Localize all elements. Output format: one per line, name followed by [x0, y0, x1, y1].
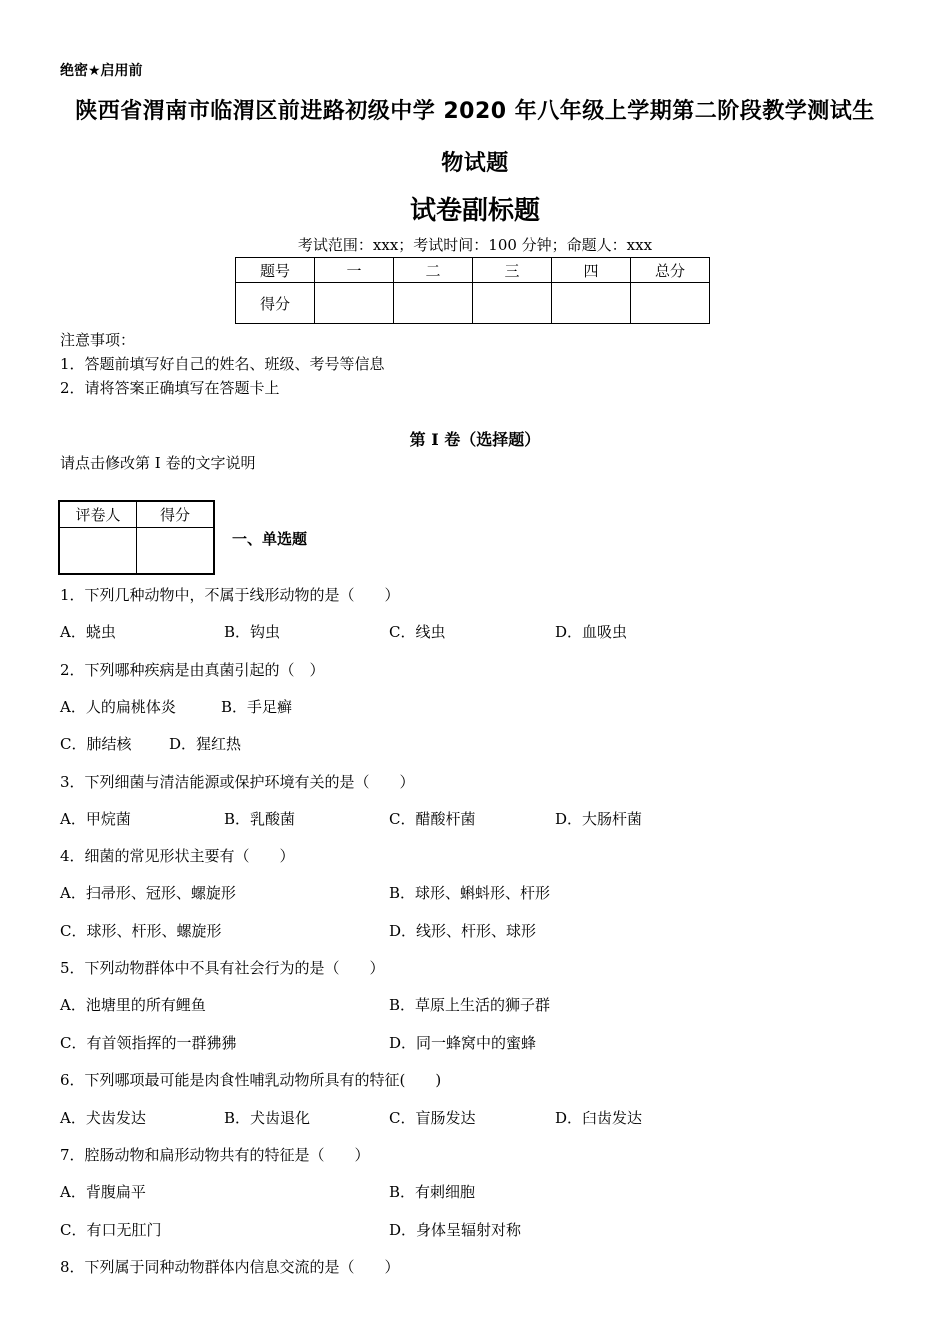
question-stem: 6．下列哪项最可能是肉食性哺乳动物所具有的特征( ) [60, 1071, 442, 1089]
score-table-header: 题号 [236, 258, 315, 283]
part-title: 一、单选题 [232, 530, 308, 548]
grader-cell [137, 528, 215, 575]
score-table-header: 二 [394, 258, 473, 283]
score-table [235, 257, 710, 324]
section-description: 请点击修改第 I 卷的文字说明 [60, 454, 256, 472]
exam-title-line2: 物试题 [441, 151, 509, 176]
option: B．钩虫 [224, 623, 281, 641]
option: D．身体呈辐射对称 [389, 1221, 522, 1239]
score-cell [473, 283, 552, 324]
option: C．球形、杆形、螺旋形 [60, 922, 222, 940]
option: B．手足癣 [221, 698, 293, 716]
option: D．血吸虫 [555, 623, 628, 641]
question-stem: 1．下列几种动物中，不属于线形动物的是（ ） [60, 586, 400, 604]
option: C．醋酸杆菌 [389, 810, 476, 828]
exam-subtitle: 试卷副标题 [409, 196, 540, 226]
score-cell [552, 283, 631, 324]
option: A．扫帚形、冠形、螺旋形 [60, 884, 236, 902]
option: A．犬齿发达 [60, 1109, 146, 1127]
grader-cell [59, 528, 137, 575]
exam-info: 考试范围：xxx；考试时间：100 分钟；命题人：xxx [297, 236, 653, 254]
grader-table [58, 500, 215, 575]
exam-title-line1: 陕西省渭南市临渭区前进路初级中学 2020 年八年级上学期第二阶段教学测试生 [75, 99, 875, 124]
option: B．有刺细胞 [389, 1183, 476, 1201]
option: C．有口无肛门 [60, 1221, 162, 1239]
score-cell [315, 283, 394, 324]
grader-header: 得分 [137, 501, 215, 528]
question-stem: 7．腔肠动物和扁形动物共有的特征是（ ） [60, 1146, 370, 1164]
option: D．线形、杆形、球形 [389, 922, 537, 940]
score-table-header: 总分 [631, 258, 710, 283]
option: C．线虫 [389, 623, 446, 641]
question-stem: 8．下列属于同种动物群体内信息交流的是（ ） [60, 1258, 400, 1276]
section-heading: 第 I 卷（选择题） [409, 430, 541, 449]
score-table-header: 一 [315, 258, 394, 283]
option: D．猩红热 [169, 735, 242, 753]
option: B．球形、蝌蚪形、杆形 [389, 884, 551, 902]
option: A．背腹扁平 [60, 1183, 146, 1201]
option: A．人的扁桃体炎 [60, 698, 176, 716]
score-table-header: 三 [473, 258, 552, 283]
option: A．蛲虫 [60, 623, 116, 641]
option: C．盲肠发达 [389, 1109, 476, 1127]
question-stem: 5．下列动物群体中不具有社会行为的是（ ） [60, 959, 385, 977]
option: A．甲烷菌 [60, 810, 131, 828]
grader-header: 评卷人 [59, 501, 137, 528]
question-stem: 3．下列细菌与清洁能源或保护环境有关的是（ ） [60, 773, 415, 791]
notes-item: 1．答题前填写好自己的姓名、班级、考号等信息 [60, 355, 385, 373]
option: D．大肠杆菌 [555, 810, 643, 828]
option: B．草原上生活的狮子群 [389, 996, 551, 1014]
option: B．乳酸菌 [224, 810, 296, 828]
notes-item: 2．请将答案正确填写在答题卡上 [60, 379, 280, 397]
score-cell [631, 283, 710, 324]
option: A．池塘里的所有鲤鱼 [60, 996, 206, 1014]
notes [60, 328, 385, 400]
confidential-mark: 绝密★启用前 [60, 63, 143, 79]
score-row-label: 得分 [236, 283, 315, 324]
question-stem: 4．细菌的常见形状主要有（ ） [60, 847, 295, 865]
option: D．同一蜂窝中的蜜蜂 [389, 1034, 537, 1052]
notes-heading: 注意事项： [60, 331, 136, 349]
option: C．有首领指挥的一群狒狒 [60, 1034, 237, 1052]
option: B．犬齿退化 [224, 1109, 311, 1127]
question-stem: 2．下列哪种疾病是由真菌引起的（ ） [60, 661, 325, 679]
option: D．臼齿发达 [555, 1109, 643, 1127]
option: C．肺结核 [60, 735, 132, 753]
score-table-header: 四 [552, 258, 631, 283]
score-cell [394, 283, 473, 324]
